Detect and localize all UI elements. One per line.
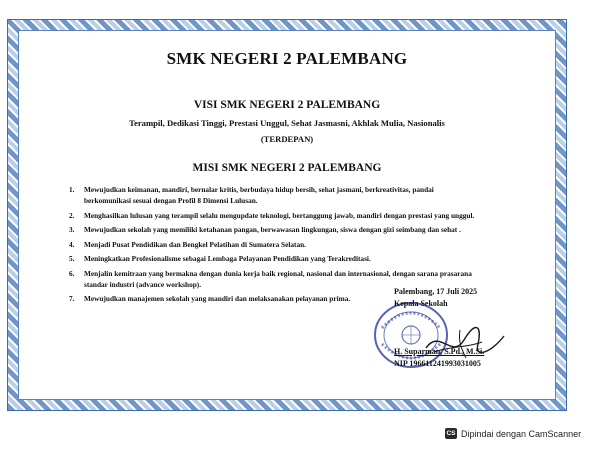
camscanner-logo-icon: CS bbox=[446, 430, 456, 437]
misi-item-number: 1. bbox=[69, 185, 75, 194]
misi-item-text-continued: berkomunikasi sesuai dengan Profil 8 Dimensi Lulusan. bbox=[84, 196, 258, 205]
camscanner-footer bbox=[445, 428, 581, 439]
signature-name: H. Suparman, S.Pd., M.Si. bbox=[394, 347, 485, 356]
misi-item bbox=[69, 184, 545, 206]
misi-item-number: 7. bbox=[69, 294, 75, 303]
misi-item-text-continued: standar industri (advance workshop). bbox=[84, 279, 202, 289]
misi-item-text: Mewujudkan sekolah yang memiliki ketahanan pangan, berwawasan lingkungan, siswa dengan gizi seimbang dan sehat . bbox=[84, 225, 461, 234]
misi-item-text: Menjalin kemitraan yang bermakna dengan dunia kerja baik regional, nasional dan internasional, dengan sarana prasarana bbox=[84, 268, 472, 278]
misi-item bbox=[69, 239, 545, 250]
misi-item-text: Meningkatkan Profesionalisme sebagai Lembaga Pelayanan Pendidikan yang Terakreditasi. bbox=[84, 254, 371, 263]
misi-item-number: 2. bbox=[69, 210, 75, 220]
signature-block bbox=[394, 286, 484, 370]
misi-item bbox=[69, 224, 545, 235]
misi-item-number: 3. bbox=[69, 225, 75, 234]
misi-item-text: Mewujudkan keimanan, mandiri, bernalar kritis, berbudaya hidup bersih, sehat jasmani, berkreativitas, pandai bbox=[84, 185, 434, 194]
visi-text: Terampil, Dedikasi Tinggi, Prestasi Unggul, Sehat Jasmasni, Akhlak Mulia, Nasionalis bbox=[129, 118, 445, 128]
visi-tag: (TERDEPAN) bbox=[260, 134, 314, 144]
misi-item bbox=[69, 253, 545, 264]
signature-role: Kepala Sekolah bbox=[394, 299, 448, 308]
visi-title: VISI SMK NEGERI 2 PALEMBANG bbox=[193, 99, 381, 111]
misi-item-text: Menghasilkan lulusan yang terampil selalu mengupdate teknologi, bertanggung jawab, mandiri dengan prestasi yang unggul. bbox=[84, 210, 475, 220]
misi-item bbox=[69, 210, 545, 221]
camscanner-text: Dipindai dengan CamScanner bbox=[461, 428, 582, 439]
misi-title: MISI SMK NEGERI 2 PALEMBANG bbox=[192, 162, 382, 174]
misi-item-number: 6. bbox=[69, 268, 75, 278]
school-title: SMK NEGERI 2 PALEMBANG bbox=[166, 49, 408, 68]
misi-item-text: Mewujudkan manajemen sekolah yang mandiri dan melaksanakan pelayanan prima. bbox=[84, 294, 351, 303]
misi-item-number: 4. bbox=[69, 239, 75, 249]
misi-item-text: Menjadi Pusat Pendidikan dan Bengkel Pelatihan di Sumatera Selatan. bbox=[84, 239, 306, 249]
signature-nip: NIP 196611241993031005 bbox=[394, 359, 481, 368]
misi-item-number: 5. bbox=[69, 254, 75, 263]
signature-place-date: Palembang, 17 Juli 2025 bbox=[394, 287, 478, 296]
